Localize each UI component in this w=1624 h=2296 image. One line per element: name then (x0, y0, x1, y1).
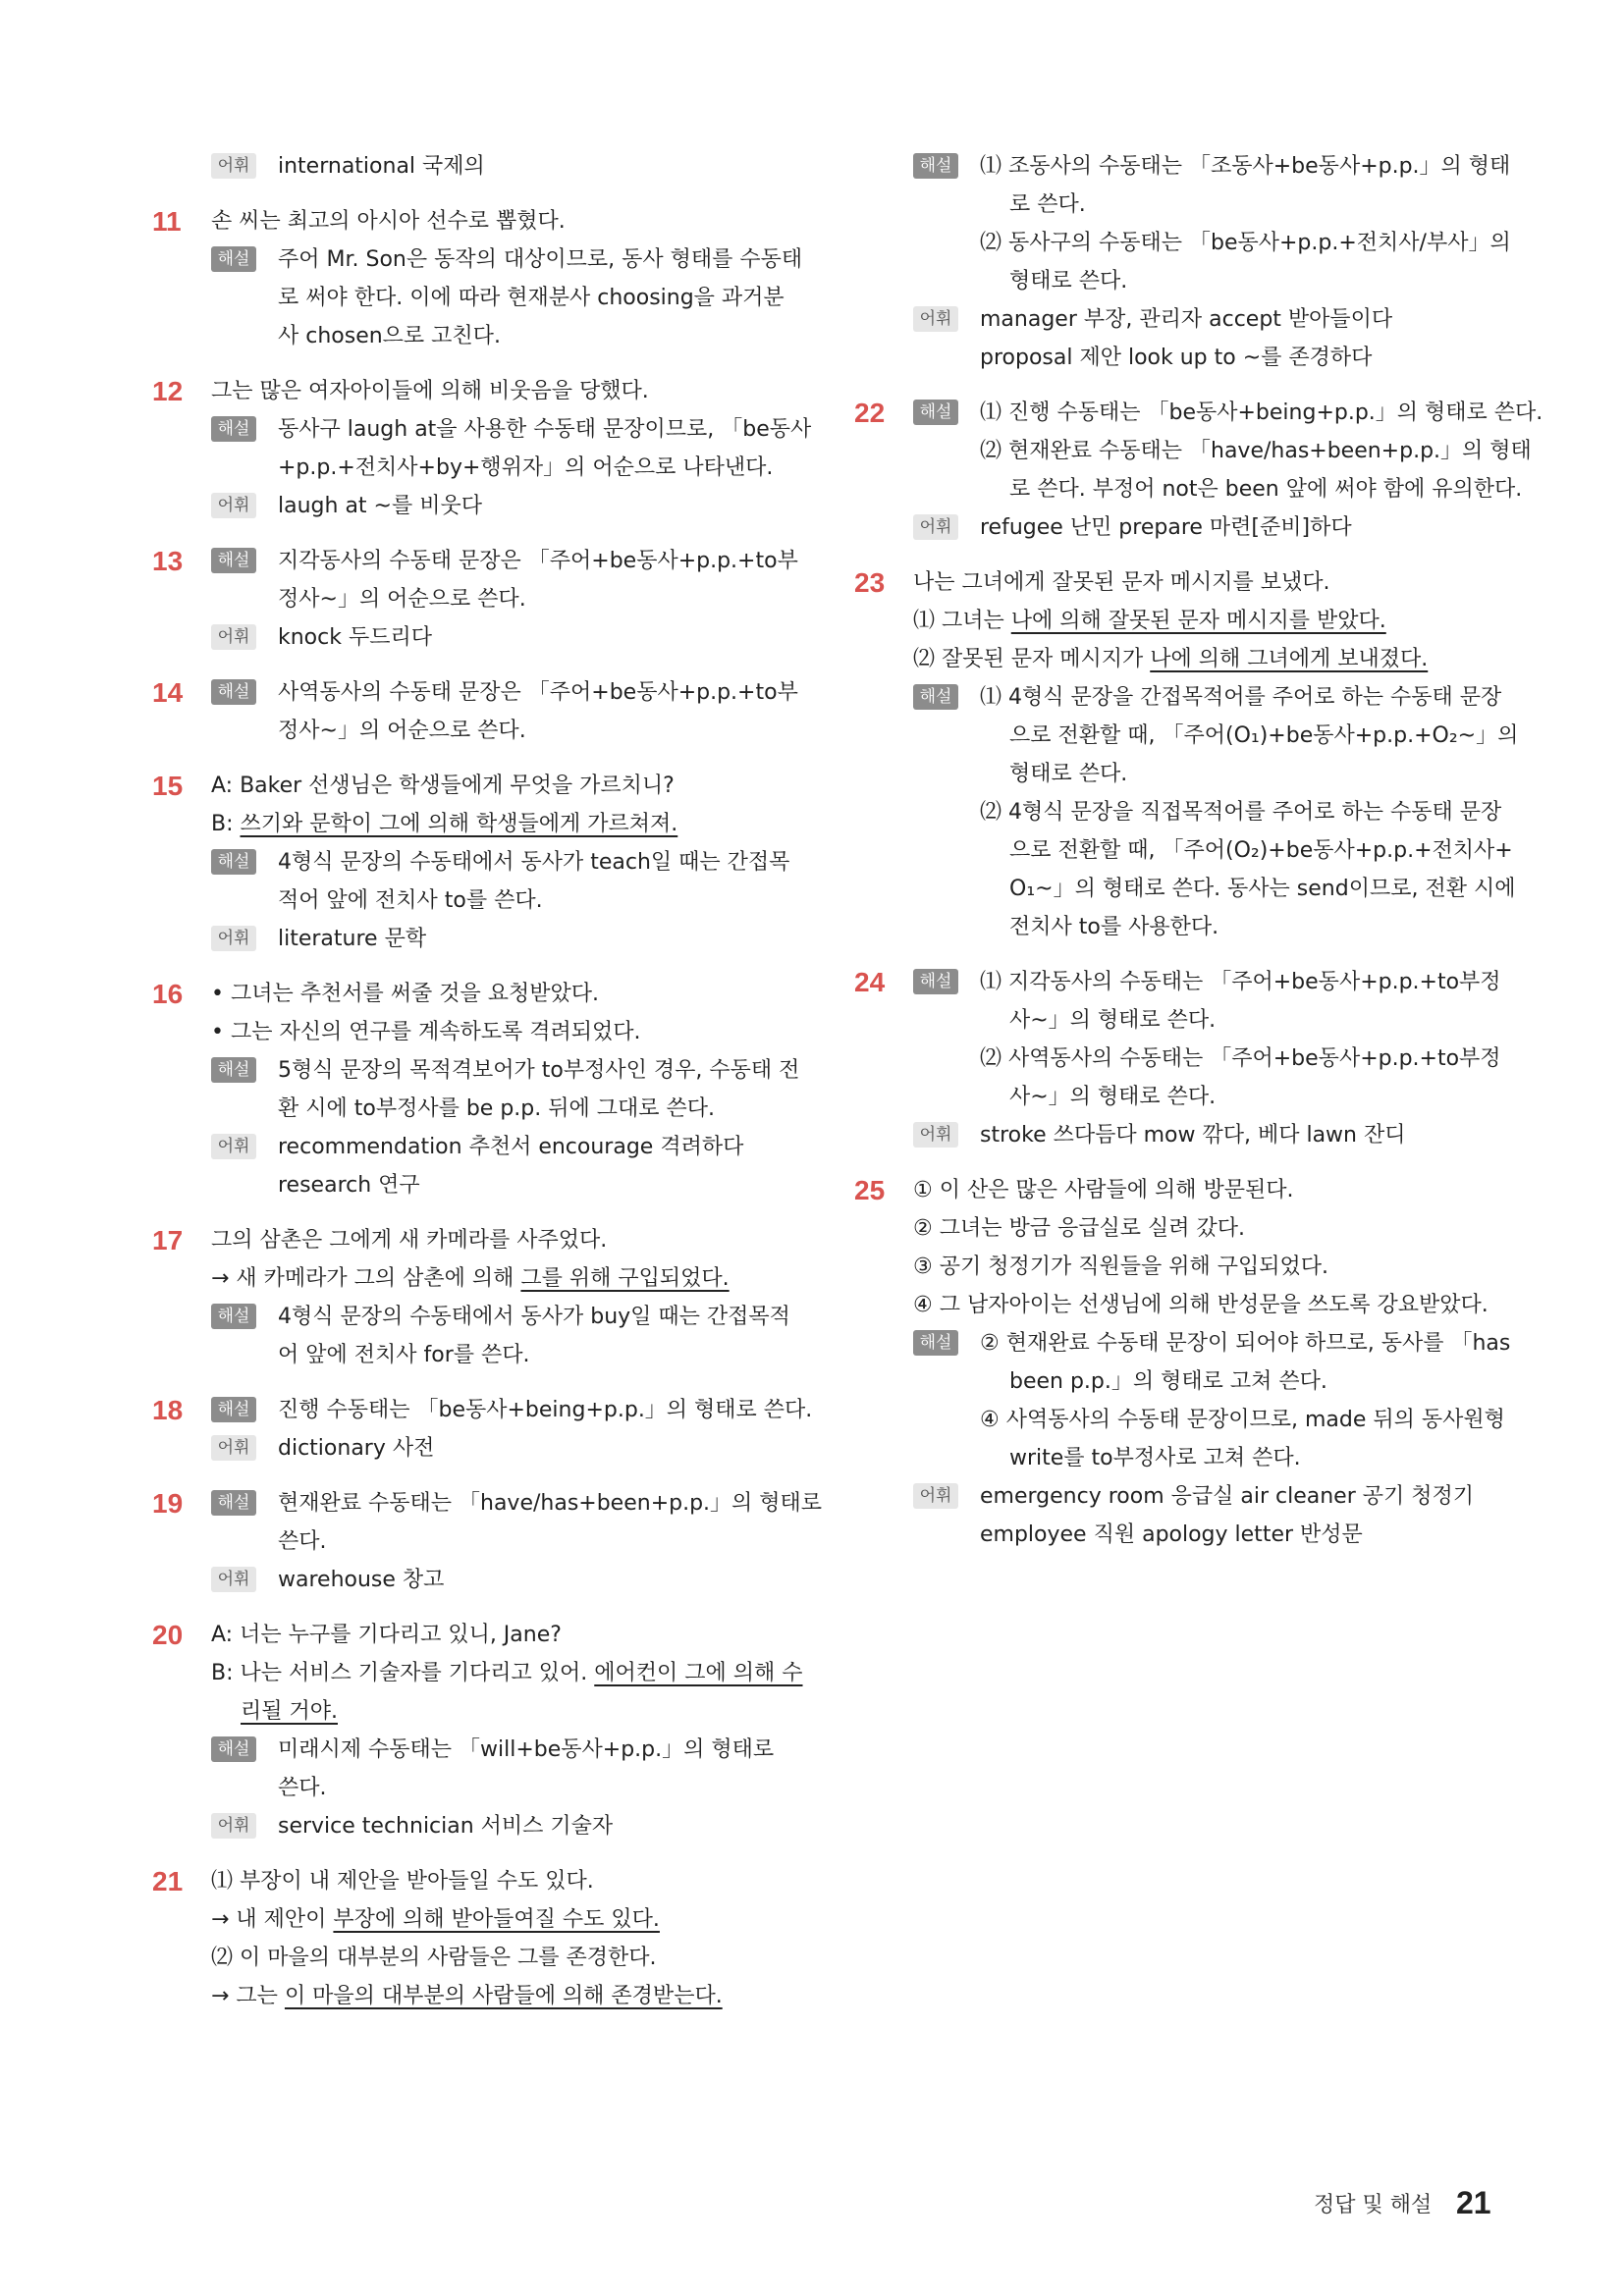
choice-line: ① 이 산은 많은 사람들에 의해 방문된다. (913, 1178, 1294, 1202)
answer-prefix: → 내 제안이 (211, 1907, 334, 1932)
vocab-line: emergency room 응급실 air cleaner 공기 청정기 (980, 1484, 1474, 1509)
question-number: 24 (854, 967, 886, 997)
question-13 (152, 542, 800, 657)
question-25 (854, 1171, 1511, 1554)
explanation-line: 진행 수동태는 「be동사+being+p.p.」의 형태로 쓴다. (278, 1398, 813, 1422)
explanation-line: ⑵ 4형식 문장을 직접목적어를 주어로 하는 수동태 문장 (980, 800, 1502, 825)
explanation-line: ⑴ 조동사의 수동태는 「조동사+be동사+p.p.」의 형태 (980, 154, 1511, 179)
question-12 (152, 372, 812, 525)
explanation-line: 형태로 쓴다. (1009, 762, 1128, 786)
underlined-answer: 이 마을의 대부분의 사람들에 의해 존경받는다. (284, 1984, 723, 2008)
dialogue-speaker: B: 나는 서비스 기술자를 기다리고 있어. (211, 1661, 595, 1685)
right-column (854, 147, 1543, 1554)
explanation-line: ⑴ 4형식 문장을 간접목적어를 주어로 하는 수동태 문장 (980, 685, 1502, 710)
explanation-tag: 해설 (211, 416, 256, 442)
question-number: 23 (854, 567, 886, 598)
explanation-tag: 해설 (211, 1304, 256, 1329)
question-17 (152, 1221, 800, 1374)
question-number: 15 (152, 771, 184, 801)
question-number: 18 (152, 1395, 184, 1425)
explanation-line: 환 시에 to부정사를 be p.p. 뒤에 그대로 쓴다. (278, 1096, 715, 1121)
question-18 (152, 1391, 813, 1468)
underlined-answer: 나에 의해 그녀에게 보내졌다. (1150, 647, 1429, 671)
question-number: 13 (152, 546, 184, 576)
vocab-line: knock 두드리다 (278, 625, 432, 650)
page-number: 21 (1456, 2185, 1491, 2220)
answer-line (211, 1900, 800, 1939)
question-14 (152, 673, 800, 750)
explanation-line: 사역동사의 수동태 문장은 「주어+be동사+p.p.+to부 (278, 680, 798, 705)
vocab-block-pre (152, 147, 800, 186)
question-text: 나는 그녀에게 잘못된 문자 메시지를 보냈다. (913, 570, 1330, 595)
vocab-line: manager 부장, 관리자 accept 받아들이다 (980, 307, 1393, 332)
explanation-line: ⑴ 진행 수동태는 「be동사+being+p.p.」의 형태로 쓴다. (980, 400, 1543, 425)
explanation-line: ② 현재완료 수동태 문장이 되어야 하므로, 동사를 「has (980, 1331, 1511, 1356)
question-24 (854, 963, 1502, 1154)
explanation-line: 쓴다. (278, 1529, 327, 1554)
question-15 (152, 767, 800, 958)
underlined-answer: 그를 위해 구입되었다. (520, 1266, 730, 1291)
question-number: 19 (152, 1488, 184, 1519)
explanation-line: 쓴다. (278, 1776, 327, 1800)
answer-line (211, 1977, 800, 2015)
explanation-line: 으로 전환할 때, 「주어(O₁)+be동사+p.p.+O₂~」의 (1009, 723, 1519, 748)
choice-line: ④ 그 남자아이는 선생님에 의해 반성문을 쓰도록 강요받았다. (913, 1293, 1489, 1317)
question-number: 17 (152, 1225, 184, 1255)
vocab-line: dictionary 사전 (278, 1436, 435, 1461)
answer-prefix: ⑵ 잘못된 문자 메시지가 (913, 647, 1151, 671)
explanation-line: ⑵ 현재완료 수동태는 「have/has+been+p.p.」의 형태 (980, 439, 1532, 463)
explanation-line: 5형식 문장의 목적격보어가 to부정사인 경우, 수동태 전 (278, 1058, 800, 1083)
explanation-line: 로 쓴다. 부정어 not은 been 앞에 써야 함에 유의한다. (1009, 477, 1523, 502)
explanation-tag: 해설 (211, 849, 256, 875)
vocab-line: proposal 제안 look up to ~를 존경하다 (980, 346, 1373, 370)
explanation-line: write를 to부정사로 고쳐 쓴다. (1009, 1446, 1301, 1470)
question-text: ⑴ 부장이 내 제안을 받아들일 수도 있다. (211, 1869, 594, 1894)
explanation-tag: 해설 (211, 1397, 256, 1422)
answer-prefix: → 새 카메라가 그의 삼촌에 의해 (211, 1266, 521, 1291)
explanation-tag: 해설 (913, 400, 958, 425)
explanation-line: 적어 앞에 전치사 to를 쓴다. (278, 888, 543, 913)
question-text: ⑵ 이 마을의 대부분의 사람들은 그를 존경한다. (211, 1946, 657, 1970)
question-22 (854, 394, 1543, 547)
choice-line: ③ 공기 청정기가 직원들을 위해 구입되었다. (913, 1255, 1328, 1279)
vocab-line: recommendation 추천서 encourage 격려하다 (278, 1135, 744, 1159)
left-column (152, 147, 823, 2015)
explanation-tag: 해설 (211, 1490, 256, 1516)
explanation-line: ⑴ 지각동사의 수동태는 「주어+be동사+p.p.+to부정 (980, 970, 1501, 994)
explanation-line: 4형식 문장의 수동태에서 동사가 teach일 때는 간접목 (278, 850, 790, 875)
dialogue-line-a: A: Baker 선생님은 학생들에게 무엇을 가르치니? (211, 774, 675, 798)
explanation-tag: 해설 (211, 1057, 256, 1083)
vocab-tag: 어휘 (211, 624, 256, 650)
explanation-line: 지각동사의 수동태 문장은 「주어+be동사+p.p.+to부 (278, 549, 798, 573)
vocab-tag: 어휘 (913, 306, 958, 332)
underlined-answer: 쓰기와 문학이 그에 의해 학생들에게 가르쳐져. (240, 812, 678, 836)
question-number: 25 (854, 1175, 886, 1205)
explanation-tag: 해설 (913, 153, 958, 179)
vocab-line: laugh at ~를 비웃다 (278, 494, 482, 518)
explanation-line: 사~」의 형태로 쓴다. (1009, 1008, 1217, 1033)
explanation-line: 어 앞에 전치사 for를 쓴다. (278, 1343, 530, 1367)
explanation-line: 로 써야 한다. 이에 따라 현재분사 choosing을 과거분 (278, 286, 785, 310)
choice-line: ② 그녀는 방금 응급실로 실려 갔다. (913, 1216, 1245, 1241)
vocab-tag: 어휘 (211, 153, 256, 179)
footer-label: 정답 및 해설 (1314, 2193, 1433, 2217)
underlined-answer: 리될 거야. (241, 1699, 338, 1724)
explanation-line: ⑵ 사역동사의 수동태는 「주어+be동사+p.p.+to부정 (980, 1046, 1501, 1071)
question-number: 22 (854, 398, 886, 428)
explanation-line: 4형식 문장의 수동태에서 동사가 buy일 때는 간접목적 (278, 1305, 790, 1329)
vocab-tag: 어휘 (211, 926, 256, 951)
underlined-answer: 에어컨이 그에 의해 수 (594, 1661, 803, 1685)
dialogue-speaker: B: (211, 812, 241, 836)
question-20 (152, 1616, 803, 1845)
dialogue-line-c (211, 1692, 800, 1731)
explanation-line: 주어 Mr. Son은 동작의 대상이므로, 동사 형태를 수동태 (278, 247, 803, 272)
dialogue-line-a: A: 너는 누구를 기다리고 있니, Jane? (211, 1623, 562, 1647)
explanation-line: 정사~」의 어순으로 쓴다. (278, 719, 526, 743)
question-text: 그의 삼촌은 그에게 새 카메라를 사주었다. (211, 1228, 608, 1253)
explanation-line: 사~」의 형태로 쓴다. (1009, 1085, 1217, 1109)
question-number: 11 (152, 206, 182, 237)
vocab-tag: 어휘 (913, 1483, 958, 1509)
explanation-line: 사 chosen으로 고친다. (278, 324, 501, 348)
question-number: 14 (152, 677, 184, 708)
question-number: 16 (152, 979, 184, 1009)
explanation-tag: 해설 (211, 246, 256, 272)
vocab-line: stroke 쓰다듬다 mow 깎다, 베다 lawn 잔디 (980, 1123, 1406, 1148)
question-23 (854, 563, 1519, 946)
vocab-line: service technician 서비스 기술자 (278, 1814, 614, 1839)
explanation-line: ⑵ 동사구의 수동태는 「be동사+p.p.+전치사/부사」의 (980, 231, 1511, 255)
answer-line (211, 1259, 800, 1298)
explanation-line: 동사구 laugh at을 사용한 수동태 문장이므로, 「be동사 (278, 417, 812, 442)
explanation-tag: 해설 (211, 548, 256, 573)
question-21 (152, 1862, 800, 2015)
vocab-line: warehouse 창고 (278, 1568, 445, 1592)
answer-line (913, 602, 1502, 640)
vocab-tag: 어휘 (913, 514, 958, 540)
explanation-line: +p.p.+전치사+by+행위자」의 어순으로 나타낸다. (278, 455, 774, 480)
explanation-line: ④ 사역동사의 수동태 문장이므로, made 뒤의 동사원형 (980, 1408, 1505, 1432)
explanation-line: 전치사 to를 사용한다. (1009, 915, 1219, 939)
answer-prefix: ⑴ 그녀는 (913, 609, 1011, 633)
vocab-line: literature 문학 (278, 927, 427, 951)
question-number: 21 (152, 1866, 184, 1896)
explanation-tag: 해설 (211, 679, 256, 705)
explanation-line: 현재완료 수동태는 「have/has+been+p.p.」의 형태로 (278, 1491, 823, 1516)
question-19 (152, 1484, 823, 1599)
underlined-answer: 부장에 의해 받아들여질 수도 있다. (333, 1907, 660, 1932)
vocab-line: refugee 난민 prepare 마련[준비]하다 (980, 515, 1352, 540)
vocab-tag: 어휘 (211, 1435, 256, 1461)
question-11 (152, 202, 803, 355)
question-number: 20 (152, 1620, 184, 1650)
question-21-explanation (854, 147, 1511, 377)
vocab-tag: 어휘 (211, 1567, 256, 1592)
underlined-answer: 나에 의해 잘못된 문자 메시지를 받았다. (1010, 609, 1386, 633)
question-16 (152, 975, 800, 1204)
vocab-tag: 어휘 (211, 1813, 256, 1839)
explanation-tag: 해설 (913, 1330, 958, 1356)
explanation-line: 미래시제 수동태는 「will+be동사+p.p.」의 형태로 (278, 1737, 775, 1762)
explanation-line: 로 쓴다. (1009, 192, 1086, 217)
vocab-tag: 어휘 (211, 1134, 256, 1159)
vocab-tag: 어휘 (211, 493, 256, 518)
explanation-tag: 해설 (913, 969, 958, 994)
vocab-line: international 국제의 (278, 154, 485, 179)
explanation-line: 정사~」의 어순으로 쓴다. (278, 587, 526, 612)
answer-line (913, 640, 1502, 678)
explanation-tag: 해설 (211, 1736, 256, 1762)
answer-prefix: → 그는 (211, 1984, 285, 2008)
question-text: 손 씨는 최고의 아시아 선수로 뽑혔다. (211, 209, 566, 234)
vocab-line: research 연구 (278, 1173, 420, 1198)
question-number: 12 (152, 376, 184, 406)
explanation-line: O₁~」의 형태로 쓴다. 동사는 send이므로, 전환 시에 (1009, 877, 1516, 901)
dialogue-line-b (211, 1654, 803, 1692)
explanation-line: 으로 전환할 때, 「주어(O₂)+be동사+p.p.+전치사+ (1009, 838, 1513, 863)
dialogue-line-b (211, 805, 800, 843)
explanation-line: been p.p.」의 형태로 고쳐 쓴다. (1009, 1369, 1327, 1394)
explanation-line: 형태로 쓴다. (1009, 269, 1128, 294)
bullet-line: • 그는 자신의 연구를 계속하도록 격려되었다. (211, 1020, 641, 1044)
vocab-tag: 어휘 (913, 1122, 958, 1148)
vocab-line: employee 직원 apology letter 반성문 (980, 1522, 1363, 1547)
bullet-line: • 그녀는 추천서를 써줄 것을 요청받았다. (211, 982, 599, 1006)
explanation-tag: 해설 (913, 684, 958, 710)
question-text: 그는 많은 여자아이들에 의해 비웃음을 당했다. (211, 379, 649, 403)
